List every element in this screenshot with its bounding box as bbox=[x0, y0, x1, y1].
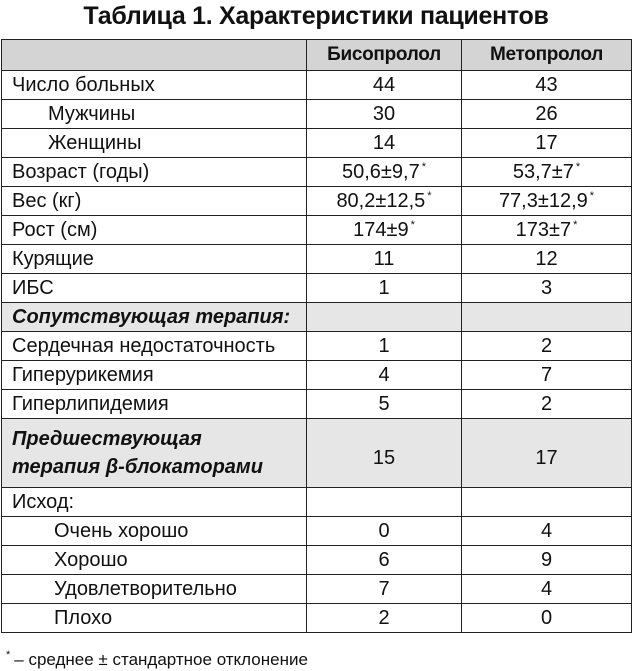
row-label: Курящие bbox=[2, 245, 307, 274]
table-row bbox=[2, 274, 632, 303]
metoprolol-value: 17 bbox=[462, 129, 632, 158]
row-label: Хорошо bbox=[2, 546, 307, 575]
footnote-text: – среднее ± стандартное отклонение bbox=[14, 650, 308, 669]
section-row-concomitant-therapy bbox=[2, 303, 632, 332]
table-row bbox=[2, 361, 632, 390]
table-row bbox=[2, 546, 632, 575]
value-text: 173±7 bbox=[515, 218, 572, 241]
value-text: 174±9 bbox=[353, 218, 409, 241]
row-label: Очень хорошо bbox=[2, 517, 307, 546]
bisoprolol-value: 44 bbox=[307, 71, 462, 100]
metoprolol-value bbox=[462, 216, 632, 245]
table-row bbox=[2, 488, 632, 517]
metoprolol-value: 7 bbox=[462, 361, 632, 390]
bisoprolol-value: 4 bbox=[307, 361, 462, 390]
metoprolol-value bbox=[462, 158, 632, 187]
bisoprolol-value: 6 bbox=[307, 546, 462, 575]
row-label-line1: Предшествующая bbox=[12, 428, 202, 450]
table-row bbox=[2, 517, 632, 546]
row-label: Рост (см) bbox=[2, 216, 307, 245]
asterisk-mark: * bbox=[575, 160, 581, 173]
column-header-bisoprolol: Бисопролол bbox=[307, 40, 462, 71]
bisoprolol-value: 7 bbox=[307, 575, 462, 604]
bisoprolol-value: 1 bbox=[307, 332, 462, 361]
table-row bbox=[2, 100, 632, 129]
footnote bbox=[6, 644, 308, 671]
table-row bbox=[2, 187, 632, 216]
section-label: Сопутствующая терапия: bbox=[2, 303, 307, 332]
asterisk-mark: * bbox=[421, 160, 426, 173]
metoprolol-value: 2 bbox=[462, 390, 632, 419]
row-label bbox=[2, 419, 307, 488]
row-label: Удовлетворительно bbox=[2, 575, 307, 604]
bisoprolol-value bbox=[307, 187, 462, 216]
metoprolol-value: 9 bbox=[462, 546, 632, 575]
row-label: Женщины bbox=[2, 129, 307, 158]
row-label: Гиперурикемия bbox=[2, 361, 307, 390]
asterisk-mark: * bbox=[410, 218, 415, 231]
footnote-asterisk: * bbox=[6, 649, 11, 661]
bisoprolol-value: 0 bbox=[307, 517, 462, 546]
value-text: 77,3±12,9 bbox=[498, 189, 588, 212]
row-label: Плохо bbox=[2, 604, 307, 633]
metoprolol-value: 43 bbox=[462, 71, 632, 100]
row-label: ИБС bbox=[2, 274, 307, 303]
table-row bbox=[2, 604, 632, 633]
table-row bbox=[2, 158, 632, 187]
bisoprolol-value bbox=[307, 158, 462, 187]
metoprolol-value: 2 bbox=[462, 332, 632, 361]
value-text: 80,2±12,5 bbox=[336, 189, 426, 212]
row-label: Вес (кг) bbox=[2, 187, 307, 216]
row-label: Возраст (годы) bbox=[2, 158, 307, 187]
metoprolol-value bbox=[462, 187, 632, 216]
asterisk-mark: * bbox=[589, 189, 595, 202]
empty-cell bbox=[307, 488, 462, 517]
table-row bbox=[2, 390, 632, 419]
row-label: Мужчины bbox=[2, 100, 307, 129]
bisoprolol-value: 14 bbox=[307, 129, 462, 158]
table-row bbox=[2, 71, 632, 100]
metoprolol-value: 4 bbox=[462, 517, 632, 546]
metoprolol-value: 3 bbox=[462, 274, 632, 303]
row-label-line2: терапия β-блокаторами bbox=[12, 456, 263, 478]
bisoprolol-value: 15 bbox=[307, 419, 462, 488]
bisoprolol-value: 11 bbox=[307, 245, 462, 274]
metoprolol-value: 26 bbox=[462, 100, 632, 129]
table-row bbox=[2, 216, 632, 245]
table-title: Таблица 1. Характеристики пациентов bbox=[83, 2, 549, 30]
table-row bbox=[2, 332, 632, 361]
asterisk-mark: * bbox=[573, 218, 578, 231]
patient-characteristics-table bbox=[1, 39, 632, 633]
row-label: Гиперлипидемия bbox=[2, 390, 307, 419]
bisoprolol-value bbox=[307, 216, 462, 245]
value-text: 50,6±9,7 bbox=[342, 160, 420, 183]
header-row bbox=[2, 40, 632, 71]
column-header-metoprolol: Метопролол bbox=[462, 40, 632, 71]
bisoprolol-value: 2 bbox=[307, 604, 462, 633]
empty-cell bbox=[462, 488, 632, 517]
row-label: Число больных bbox=[2, 71, 307, 100]
row-label: Исход: bbox=[2, 488, 307, 517]
table-row bbox=[2, 129, 632, 158]
asterisk-mark: * bbox=[427, 189, 432, 202]
metoprolol-value: 12 bbox=[462, 245, 632, 274]
header-blank-cell bbox=[2, 40, 307, 71]
section-row-prior-beta-blocker-therapy bbox=[2, 419, 632, 488]
metoprolol-value: 0 bbox=[462, 604, 632, 633]
table-row bbox=[2, 245, 632, 274]
row-label: Сердечная недостаточность bbox=[2, 332, 307, 361]
value-text: 53,7±7 bbox=[512, 160, 574, 183]
table-row bbox=[2, 575, 632, 604]
bisoprolol-value: 1 bbox=[307, 274, 462, 303]
metoprolol-value: 17 bbox=[462, 419, 632, 488]
empty-cell bbox=[462, 303, 632, 332]
bisoprolol-value: 30 bbox=[307, 100, 462, 129]
empty-cell bbox=[307, 303, 462, 332]
bisoprolol-value: 5 bbox=[307, 390, 462, 419]
metoprolol-value: 4 bbox=[462, 575, 632, 604]
